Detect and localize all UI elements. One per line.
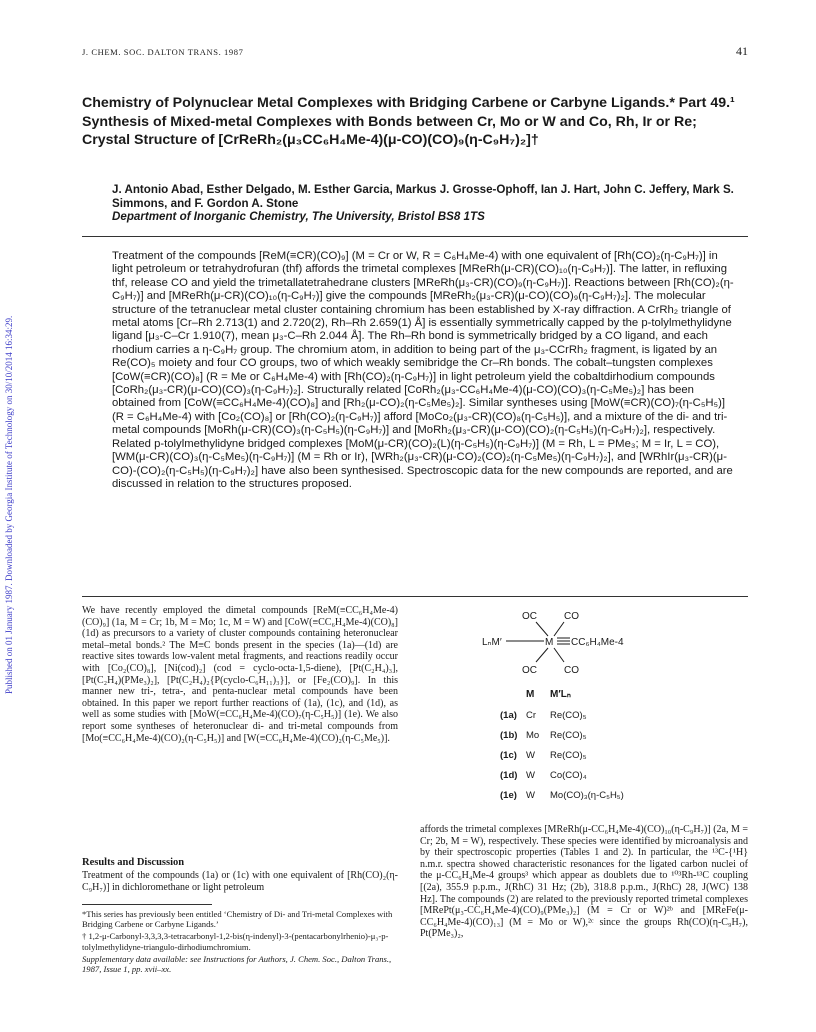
table-header-ml: M′Lₙ xyxy=(550,689,571,700)
table-row xyxy=(500,770,587,781)
affiliation: Department of Inorganic Chemistry, The University, Bristol BS8 1TS xyxy=(112,210,485,223)
row-label: (1d) xyxy=(500,770,518,781)
carbyne-group-label: CC₆H₄Me-4 xyxy=(571,637,624,648)
structure-diagram xyxy=(440,605,740,817)
row-ml: Mo(CO)₃(η-C₅H₅) xyxy=(550,790,624,801)
introduction-paragraph: We have recently employed the dimetal compounds [ReM(≡CC₆H₄Me-4)(CO)₉] (1a, M = Cr; 1b, M = Mo; 1c, M = W) and [CoW(≡CC₆H₄Me-4)(CO)₈] (1d) as precursors to a variety of cluster compounds containing heteronuclear metal–metal bonds.² The M≡C bonds present in the species (1a)—(1d) are reactive sites towards low-valent metal fragments, and reactions readily occur with [Co₂(CO)₈], [Ni(cod)₂] (cod = cyclo-octa-1,5-diene), [Pt(C₂H₄)₃], [Pt(C₂H₄)(PMe₃)₂], [Pt(C₂H₄)₂{P(cyclo-C₆H₁₁)₃}], or [Fe₂(CO)₉]. In this manner new tri-, tetra-, and penta-nuclear metal compounds have been obtained. In this paper we report further reactions of (1a), (1c), and (1d), as well as some studies with [MoW(≡CC₆H₄Me-4)(CO)₇(η-C₅H₅)] (1e). We also report some syntheses of heteronuclear di- and tri-metal compounds from [Mo(≡CC₆H₄Me-4)(CO)₂(η-C₅H₅)] and [W(≡CC₆H₄Me-4)(CO)₂(η-C₅Me₅)]. xyxy=(82,605,398,744)
results-paragraph: Treatment of the compounds (1a) or (1c) with one equivalent of [Rh(CO)₂(η-C₉H₇)] in dichloromethane or light petroleum xyxy=(82,870,398,893)
abstract-rule-top xyxy=(82,236,748,237)
row-label: (1c) xyxy=(500,750,517,761)
row-ml: Co(CO)₄ xyxy=(550,770,587,781)
row-label: (1e) xyxy=(500,790,517,801)
row-ml: Re(CO)₅ xyxy=(550,730,587,741)
section-heading: Results and Discussion xyxy=(82,857,185,868)
row-ml: Re(CO)₅ xyxy=(550,750,587,761)
table-row xyxy=(500,750,587,761)
abstract-rule-bottom xyxy=(82,596,748,597)
table-row xyxy=(500,730,587,741)
running-head: J. CHEM. SOC. DALTON TRANS. 1987 xyxy=(82,47,244,57)
co-bond-top-right xyxy=(554,622,564,636)
metal-center-label: M xyxy=(545,637,554,648)
co-bond-bottom-right xyxy=(554,648,564,662)
abstract: Treatment of the compounds [ReM(≡CR)(CO)₉] (M = Cr or W, R = C₆H₄Me-4) with one equivalent of [Rh(CO)₂(η-C₉H₇)] in light petroleum or tetrahydrofuran (thf) affords the trimetal complexes [MReRh(μ-CR)(CO)₁₀(η-C₉H₇)]. The latter, in refluxing thf, release CO and yield the trimetallatetrahedrane clusters [MReRh(μ₃-CR)(CO)₉(η-C₉H₇)]. Reactions between [Rh(CO)₂(η-C₉H₇)] and [MReRh(μ-CR)(CO)₁₀(η-C₉H₇)] give the compounds [MReRh₂(μ₃-CR)(μ-CO)(CO)₉(η-C₉H₇)₂]. The molecular structure of the tetranuclear metal cluster containing chromium has been established by X-ray diffraction. A CrRh₂ triangle of metal atoms [Cr–Rh 2.713(1) and 2.720(2), Rh–Rh 2.659(1) Å] is essentially symmetrically capped by the p-tolylmethylidyne ligand [μ₃-C–Cr 1.910(7), mean μ₃-C–Rh 2.044 Å]. The Rh–Rh bond is symmetrically bridged by a CO ligand, and each rhodium carries a η-C₉H₇ group. The chromium atom, in addition to being part of the μ₃-CCrRh₂ fragment, is ligated by an Re(CO)₅ moiety and four CO groups, two of which weakly semibridge the Cr–Rh bonds. The cobalt–tungsten complexes [CoW(≡CR)(CO)₈] (R = Me or C₆H₄Me-4) with [Rh(CO)₂(η-C₉H₇)] in light petroleum yield the cobaltdirhodium compounds [CoRh₂(μ₃-CR)(μ-CO)(CO)₃(η-C₉H₇)₂]. Structurally related [CoRh₂(μ₃-CC₆H₄Me-4)(μ-CO)(CO)₃(η-C₅Me₅)₂] has been obtained from [CoW(≡CC₆H₄Me-4)(CO)₈] and [Rh₂(μ-CO)₂(η-C₅Me₅)₂]. Similar syntheses using [MoW(≡CR)(CO)₇(η-C₅H₅)] (R = C₆H₄Me-4) with [Co₂(CO)₈] or [Rh(CO)₂(η-C₉H₇)] afford [MoCo₂(μ₃-CR)(CO)₈(η-C₅H₅)], and a mixture of the di- and tri-metal compounds [MoRh(μ-CR)(CO)₃(η-C₅H₅)(η-C₉H₇)] and [MoRh₂(μ₃-CR)(μ-CO)(CO)₂(η-C₅H₅)(η-C₉H₇)₂], respectively. Related p-tolylmethylidyne bridged complexes [MoM(μ-CR)(CO)₂(L)(η-C₅H₅)(η-C₉H₇)] (M = Rh, L = PMe₃; M = Ir, L = CO), [WM(μ-CR)(CO)₃(η-C₅Me₅)(η-C₉H₇)] (M = Rh or Ir), [WRh₂(μ₃-CR)(μ-CO)₂(CO)₂(η-C₅Me₅)(η-C₉H₇)₂], and [WRhIr(μ₃-CR)(μ-CO)-(CO)₂(η-C₅H₅)(η-C₉H₇)₂] have also been synthesised. Spectroscopic data for the new compounds are reported, and are discussed in relation to the structures proposed. xyxy=(112,250,734,490)
row-m: W xyxy=(526,790,535,801)
row-m: Cr xyxy=(526,710,537,721)
co-bottom-left-label: OC xyxy=(522,665,537,676)
co-bond-top-left xyxy=(536,622,548,636)
row-m: W xyxy=(526,750,535,761)
row-m: W xyxy=(526,770,535,781)
footnote-compound-name: † 1,2-μ-Carbonyl-3,3,3,3-tetracarbonyl-1,2-bis(η-indenyl)-3-(pentacarbonylrhenio)-μ₃-p-tolylmethylidyne-triangulo-dirhodiumchromium. xyxy=(82,931,389,952)
co-top-right-label: CO xyxy=(564,611,579,622)
footnote-series: *This series has previously been entitled ‘Chemistry of Di- and Tri-metal Complexes with Bridging Carbene or Carbyne Ligands.’ xyxy=(82,909,393,930)
table-row xyxy=(500,710,587,721)
download-watermark: Published on 01 January 1987. Downloaded by Georgia Institute of Technology on 30/10/2014 16:34:29. xyxy=(4,315,14,695)
footnote-supplementary: Supplementary data available: see Instructions for Authors, J. Chem. Soc., Dalton Trans., 1987, Issue 1, pp. xvii–xx. xyxy=(82,953,392,975)
footnote-rule xyxy=(82,904,212,905)
author-list: J. Antonio Abad, Esther Delgado, M. Esther Garcia, Markus J. Grosse-Ophoff, Ian J. Hart, John C. Jeffery, Mark S. Simmons, and F. Gordon A. Stone xyxy=(112,183,734,210)
table-header-m: M xyxy=(526,689,535,700)
metal-left-label: LₙM′ xyxy=(482,637,502,648)
table-row xyxy=(500,790,624,801)
row-label: (1b) xyxy=(500,730,518,741)
row-ml: Re(CO)₅ xyxy=(550,710,587,721)
page-number: 41 xyxy=(736,44,748,58)
co-top-left-label: OC xyxy=(522,611,537,622)
co-bottom-right-label: CO xyxy=(564,665,579,676)
row-m: Mo xyxy=(526,730,540,741)
co-bond-bottom-left xyxy=(536,648,548,662)
article-title: Chemistry of Polynuclear Metal Complexes with Bridging Carbene or Carbyne Ligands.* Part 49.¹ Synthesis of Mixed-metal Complexes with Bonds between Cr, Mo or W and Co, Rh, Ir or Re; Crystal Structure of [CrReRh₂(μ₃CC₆H₄Me-4)(μ-CO)(CO)₉(η-C₉H₇)₂]† xyxy=(82,95,735,148)
footnotes xyxy=(82,909,398,976)
row-label: (1a) xyxy=(500,710,517,721)
results-continued-paragraph: affords the trimetal complexes [MReRh(μ-CC₆H₄Me-4)(CO)₁₀(η-C₉H₇)] (2a, M = Cr; 2b, M = W), respectively. These species were identified by microanalysis and by their spectroscopic properties (Tables 1 and 2). In particular, the ¹³C-{¹H} n.m.r. spectra showed characteristic resonances for the ligated carbon nuclei of the μ-CC₆H₄Me-4 groups³ which appear as doublets due to ¹⁰³Rh-¹³C coupling [(2a), 355.9 p.p.m., J(RhC) 31 Hz; (2b), 318.8 p.p.m., J(RhC) 28, J(WC) 138 Hz]. The compounds (2) are related to the previously reported trimetal complexes [MRePt(μ₃-CC₆H₄Me-4)(CO)₉(PMe₃)₂] (M = Cr or W)²ᵇ and [MReFe(μ-CC₆H₄Me-4)(CO)₁₃] (M = Mo or W),²ᶜ since the groups Rh(CO)(η-C₉H₇), Pt(PMe₃)₂, xyxy=(420,824,749,940)
